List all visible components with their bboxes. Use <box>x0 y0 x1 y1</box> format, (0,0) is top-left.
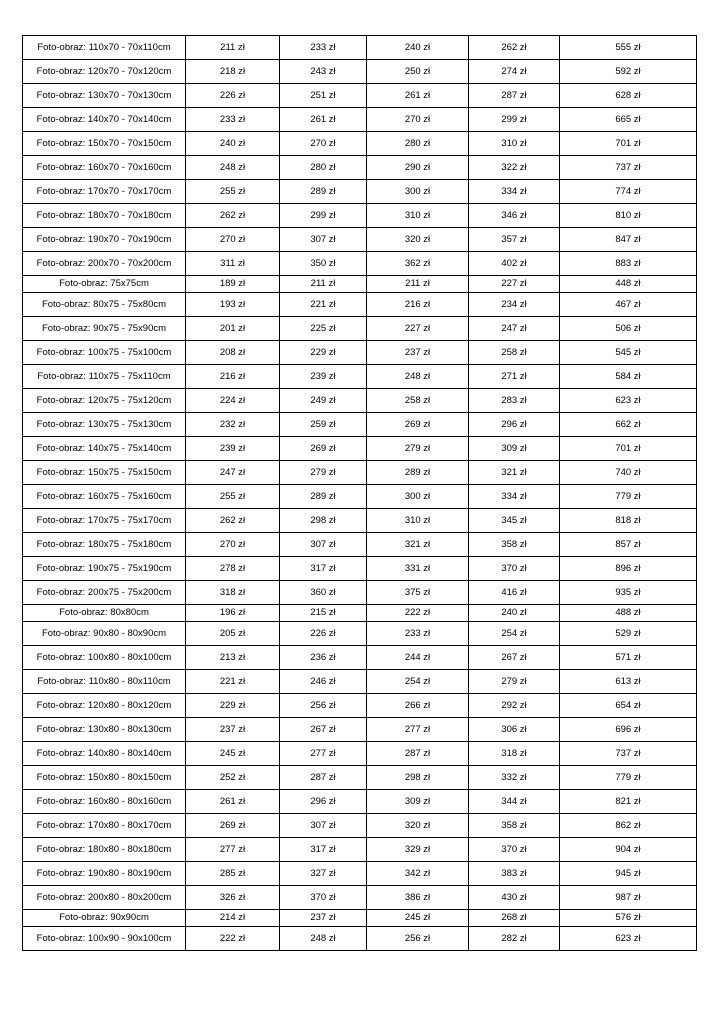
price-cell: 252 zł <box>186 766 280 790</box>
price-cell: 555 zł <box>560 36 697 60</box>
product-label-cell: Foto-obraz: 130x80 - 80x130cm <box>23 718 186 742</box>
price-cell: 271 zł <box>469 365 560 389</box>
table-row <box>23 60 697 84</box>
price-cell: 370 zł <box>469 838 560 862</box>
price-cell: 214 zł <box>186 910 280 927</box>
price-cell: 256 zł <box>280 694 367 718</box>
price-cell: 222 zł <box>367 605 469 622</box>
price-cell: 701 zł <box>560 132 697 156</box>
price-cell: 279 zł <box>280 461 367 485</box>
price-cell: 240 zł <box>186 132 280 156</box>
product-label-cell: Foto-obraz: 110x80 - 80x110cm <box>23 670 186 694</box>
price-cell: 300 zł <box>367 485 469 509</box>
price-cell: 334 zł <box>469 485 560 509</box>
table-row <box>23 910 697 927</box>
price-cell: 370 zł <box>469 557 560 581</box>
price-cell: 696 zł <box>560 718 697 742</box>
price-cell: 290 zł <box>367 156 469 180</box>
price-cell: 310 zł <box>367 509 469 533</box>
price-cell: 267 zł <box>469 646 560 670</box>
product-label-cell: Foto-obraz: 150x80 - 80x150cm <box>23 766 186 790</box>
price-cell: 189 zł <box>186 276 280 293</box>
price-cell: 211 zł <box>186 36 280 60</box>
product-label-cell: Foto-obraz: 170x75 - 75x170cm <box>23 509 186 533</box>
price-cell: 270 zł <box>186 533 280 557</box>
price-cell: 701 zł <box>560 437 697 461</box>
table-row <box>23 790 697 814</box>
price-cell: 945 zł <box>560 862 697 886</box>
table-row <box>23 108 697 132</box>
price-cell: 278 zł <box>186 557 280 581</box>
table-row <box>23 341 697 365</box>
table-row <box>23 317 697 341</box>
price-cell: 821 zł <box>560 790 697 814</box>
price-cell: 346 zł <box>469 204 560 228</box>
product-label-cell: Foto-obraz: 90x90cm <box>23 910 186 927</box>
table-row <box>23 581 697 605</box>
price-cell: 592 zł <box>560 60 697 84</box>
product-label-cell: Foto-obraz: 150x75 - 75x150cm <box>23 461 186 485</box>
price-cell: 270 zł <box>186 228 280 252</box>
table-row <box>23 276 697 293</box>
price-cell: 277 zł <box>367 718 469 742</box>
price-cell: 332 zł <box>469 766 560 790</box>
price-cell: 298 zł <box>280 509 367 533</box>
price-cell: 306 zł <box>469 718 560 742</box>
price-cell: 279 zł <box>469 670 560 694</box>
product-label-cell: Foto-obraz: 120x80 - 80x120cm <box>23 694 186 718</box>
price-cell: 296 zł <box>469 413 560 437</box>
table-row <box>23 605 697 622</box>
price-cell: 416 zł <box>469 581 560 605</box>
price-cell: 280 zł <box>280 156 367 180</box>
table-row <box>23 84 697 108</box>
table-row <box>23 742 697 766</box>
price-cell: 269 zł <box>280 437 367 461</box>
product-label-cell: Foto-obraz: 190x70 - 70x190cm <box>23 228 186 252</box>
price-cell: 239 zł <box>280 365 367 389</box>
table-row <box>23 927 697 951</box>
product-label-cell: Foto-obraz: 110x75 - 75x110cm <box>23 365 186 389</box>
price-cell: 358 zł <box>469 814 560 838</box>
price-cell: 259 zł <box>280 413 367 437</box>
price-cell: 506 zł <box>560 317 697 341</box>
price-cell: 221 zł <box>186 670 280 694</box>
table-row <box>23 180 697 204</box>
price-cell: 662 zł <box>560 413 697 437</box>
price-cell: 317 zł <box>280 557 367 581</box>
price-cell: 317 zł <box>280 838 367 862</box>
table-row <box>23 670 697 694</box>
product-label-cell: Foto-obraz: 100x75 - 75x100cm <box>23 341 186 365</box>
product-label-cell: Foto-obraz: 100x90 - 90x100cm <box>23 927 186 951</box>
price-cell: 285 zł <box>186 862 280 886</box>
price-cell: 234 zł <box>469 293 560 317</box>
table-row <box>23 886 697 910</box>
price-cell: 243 zł <box>280 60 367 84</box>
price-cell: 222 zł <box>186 927 280 951</box>
price-cell: 279 zł <box>367 437 469 461</box>
price-cell: 862 zł <box>560 814 697 838</box>
price-cell: 779 zł <box>560 766 697 790</box>
product-label-cell: Foto-obraz: 110x70 - 70x110cm <box>23 36 186 60</box>
price-cell: 244 zł <box>367 646 469 670</box>
price-cell: 665 zł <box>560 108 697 132</box>
product-label-cell: Foto-obraz: 200x80 - 80x200cm <box>23 886 186 910</box>
product-label-cell: Foto-obraz: 170x80 - 80x170cm <box>23 814 186 838</box>
product-label-cell: Foto-obraz: 130x75 - 75x130cm <box>23 413 186 437</box>
price-cell: 248 zł <box>367 365 469 389</box>
price-cell: 233 zł <box>280 36 367 60</box>
price-cell: 370 zł <box>280 886 367 910</box>
table-row <box>23 485 697 509</box>
price-cell: 258 zł <box>469 341 560 365</box>
price-cell: 269 zł <box>186 814 280 838</box>
table-row <box>23 156 697 180</box>
price-cell: 215 zł <box>280 605 367 622</box>
price-cell: 779 zł <box>560 485 697 509</box>
price-cell: 430 zł <box>469 886 560 910</box>
price-cell: 226 zł <box>280 622 367 646</box>
product-label-cell: Foto-obraz: 170x70 - 70x170cm <box>23 180 186 204</box>
price-cell: 448 zł <box>560 276 697 293</box>
price-cell: 248 zł <box>280 927 367 951</box>
product-label-cell: Foto-obraz: 80x80cm <box>23 605 186 622</box>
price-cell: 402 zł <box>469 252 560 276</box>
price-cell: 267 zł <box>280 718 367 742</box>
price-cell: 282 zł <box>469 927 560 951</box>
price-cell: 360 zł <box>280 581 367 605</box>
price-cell: 318 zł <box>469 742 560 766</box>
table-row <box>23 838 697 862</box>
table-row <box>23 293 697 317</box>
price-cell: 326 zł <box>186 886 280 910</box>
price-cell: 307 zł <box>280 533 367 557</box>
price-cell: 321 zł <box>367 533 469 557</box>
price-cell: 289 zł <box>367 461 469 485</box>
price-cell: 883 zł <box>560 252 697 276</box>
price-cell: 310 zł <box>367 204 469 228</box>
product-label-cell: Foto-obraz: 75x75cm <box>23 276 186 293</box>
table-row <box>23 814 697 838</box>
price-cell: 298 zł <box>367 766 469 790</box>
price-cell: 740 zł <box>560 461 697 485</box>
price-cell: 847 zł <box>560 228 697 252</box>
product-label-cell: Foto-obraz: 100x80 - 80x100cm <box>23 646 186 670</box>
price-cell: 262 zł <box>186 509 280 533</box>
price-cell: 296 zł <box>280 790 367 814</box>
price-cell: 320 zł <box>367 814 469 838</box>
price-cell: 250 zł <box>367 60 469 84</box>
price-cell: 737 zł <box>560 156 697 180</box>
price-cell: 292 zł <box>469 694 560 718</box>
price-cell: 270 zł <box>367 108 469 132</box>
product-label-cell: Foto-obraz: 150x70 - 70x150cm <box>23 132 186 156</box>
price-table <box>22 35 697 951</box>
table-row <box>23 228 697 252</box>
product-label-cell: Foto-obraz: 160x75 - 75x160cm <box>23 485 186 509</box>
price-cell: 227 zł <box>367 317 469 341</box>
price-cell: 196 zł <box>186 605 280 622</box>
price-cell: 262 zł <box>186 204 280 228</box>
price-cell: 229 zł <box>186 694 280 718</box>
product-label-cell: Foto-obraz: 180x80 - 80x180cm <box>23 838 186 862</box>
table-row <box>23 36 697 60</box>
price-cell: 261 zł <box>367 84 469 108</box>
price-cell: 277 zł <box>186 838 280 862</box>
price-cell: 383 zł <box>469 862 560 886</box>
table-row <box>23 509 697 533</box>
price-cell: 237 zł <box>186 718 280 742</box>
price-cell: 322 zł <box>469 156 560 180</box>
price-cell: 270 zł <box>280 132 367 156</box>
price-cell: 255 zł <box>186 485 280 509</box>
table-row <box>23 413 697 437</box>
price-cell: 386 zł <box>367 886 469 910</box>
table-row <box>23 622 697 646</box>
price-cell: 266 zł <box>367 694 469 718</box>
price-cell: 218 zł <box>186 60 280 84</box>
product-label-cell: Foto-obraz: 200x75 - 75x200cm <box>23 581 186 605</box>
price-cell: 896 zł <box>560 557 697 581</box>
table-row <box>23 862 697 886</box>
price-cell: 935 zł <box>560 581 697 605</box>
price-cell: 628 zł <box>560 84 697 108</box>
price-cell: 857 zł <box>560 533 697 557</box>
price-cell: 256 zł <box>367 927 469 951</box>
price-cell: 251 zł <box>280 84 367 108</box>
product-label-cell: Foto-obraz: 190x80 - 80x190cm <box>23 862 186 886</box>
price-cell: 342 zł <box>367 862 469 886</box>
price-cell: 226 zł <box>186 84 280 108</box>
price-cell: 213 zł <box>186 646 280 670</box>
price-cell: 269 zł <box>367 413 469 437</box>
price-cell: 300 zł <box>367 180 469 204</box>
table-row <box>23 132 697 156</box>
product-label-cell: Foto-obraz: 140x80 - 80x140cm <box>23 742 186 766</box>
price-cell: 245 zł <box>186 742 280 766</box>
price-cell: 280 zł <box>367 132 469 156</box>
price-cell: 334 zł <box>469 180 560 204</box>
product-label-cell: Foto-obraz: 130x70 - 70x130cm <box>23 84 186 108</box>
price-cell: 211 zł <box>367 276 469 293</box>
price-cell: 211 zł <box>280 276 367 293</box>
table-row <box>23 557 697 581</box>
price-cell: 987 zł <box>560 886 697 910</box>
price-cell: 262 zł <box>469 36 560 60</box>
price-cell: 268 zł <box>469 910 560 927</box>
price-cell: 283 zł <box>469 389 560 413</box>
table-row <box>23 389 697 413</box>
price-cell: 205 zł <box>186 622 280 646</box>
price-cell: 245 zł <box>367 910 469 927</box>
price-cell: 584 zł <box>560 365 697 389</box>
price-cell: 307 zł <box>280 228 367 252</box>
product-label-cell: Foto-obraz: 160x70 - 70x160cm <box>23 156 186 180</box>
price-cell: 345 zł <box>469 509 560 533</box>
price-cell: 331 zł <box>367 557 469 581</box>
table-row <box>23 252 697 276</box>
product-label-cell: Foto-obraz: 200x70 - 70x200cm <box>23 252 186 276</box>
price-cell: 216 zł <box>367 293 469 317</box>
price-cell: 240 zł <box>469 605 560 622</box>
table-row <box>23 437 697 461</box>
price-cell: 287 zł <box>469 84 560 108</box>
product-label-cell: Foto-obraz: 140x70 - 70x140cm <box>23 108 186 132</box>
price-cell: 362 zł <box>367 252 469 276</box>
price-cell: 233 zł <box>186 108 280 132</box>
price-cell: 277 zł <box>280 742 367 766</box>
product-label-cell: Foto-obraz: 120x70 - 70x120cm <box>23 60 186 84</box>
price-cell: 249 zł <box>280 389 367 413</box>
price-cell: 261 zł <box>186 790 280 814</box>
price-cell: 571 zł <box>560 646 697 670</box>
price-cell: 261 zł <box>280 108 367 132</box>
price-cell: 247 zł <box>469 317 560 341</box>
price-cell: 375 zł <box>367 581 469 605</box>
price-cell: 344 zł <box>469 790 560 814</box>
price-cell: 613 zł <box>560 670 697 694</box>
table-row <box>23 461 697 485</box>
price-cell: 299 zł <box>469 108 560 132</box>
price-cell: 229 zł <box>280 341 367 365</box>
price-cell: 216 zł <box>186 365 280 389</box>
price-cell: 357 zł <box>469 228 560 252</box>
price-cell: 321 zł <box>469 461 560 485</box>
table-row <box>23 646 697 670</box>
price-cell: 307 zł <box>280 814 367 838</box>
price-cell: 232 zł <box>186 413 280 437</box>
price-cell: 318 zł <box>186 581 280 605</box>
table-row <box>23 694 697 718</box>
product-label-cell: Foto-obraz: 180x75 - 75x180cm <box>23 533 186 557</box>
price-cell: 309 zł <box>367 790 469 814</box>
price-cell: 227 zł <box>469 276 560 293</box>
price-cell: 225 zł <box>280 317 367 341</box>
price-cell: 201 zł <box>186 317 280 341</box>
price-cell: 258 zł <box>367 389 469 413</box>
table-row <box>23 533 697 557</box>
product-label-cell: Foto-obraz: 80x75 - 75x80cm <box>23 293 186 317</box>
price-cell: 810 zł <box>560 204 697 228</box>
price-cell: 358 zł <box>469 533 560 557</box>
product-label-cell: Foto-obraz: 140x75 - 75x140cm <box>23 437 186 461</box>
price-table-body <box>23 36 697 951</box>
price-cell: 236 zł <box>280 646 367 670</box>
price-cell: 350 zł <box>280 252 367 276</box>
price-cell: 246 zł <box>280 670 367 694</box>
price-cell: 529 zł <box>560 622 697 646</box>
table-row <box>23 204 697 228</box>
price-cell: 623 zł <box>560 927 697 951</box>
price-cell: 289 zł <box>280 180 367 204</box>
price-cell: 299 zł <box>280 204 367 228</box>
price-cell: 327 zł <box>280 862 367 886</box>
price-cell: 221 zł <box>280 293 367 317</box>
product-label-cell: Foto-obraz: 160x80 - 80x160cm <box>23 790 186 814</box>
product-label-cell: Foto-obraz: 90x80 - 80x90cm <box>23 622 186 646</box>
price-cell: 287 zł <box>280 766 367 790</box>
price-cell: 309 zł <box>469 437 560 461</box>
price-cell: 904 zł <box>560 838 697 862</box>
price-cell: 287 zł <box>367 742 469 766</box>
price-cell: 237 zł <box>280 910 367 927</box>
price-cell: 247 zł <box>186 461 280 485</box>
price-cell: 237 zł <box>367 341 469 365</box>
table-row <box>23 718 697 742</box>
price-cell: 311 zł <box>186 252 280 276</box>
price-cell: 240 zł <box>367 36 469 60</box>
table-row <box>23 766 697 790</box>
price-cell: 233 zł <box>367 622 469 646</box>
product-label-cell: Foto-obraz: 180x70 - 70x180cm <box>23 204 186 228</box>
product-label-cell: Foto-obraz: 90x75 - 75x90cm <box>23 317 186 341</box>
price-cell: 488 zł <box>560 605 697 622</box>
price-cell: 255 zł <box>186 180 280 204</box>
price-cell: 208 zł <box>186 341 280 365</box>
price-cell: 654 zł <box>560 694 697 718</box>
price-cell: 774 zł <box>560 180 697 204</box>
price-cell: 623 zł <box>560 389 697 413</box>
price-cell: 248 zł <box>186 156 280 180</box>
price-cell: 254 zł <box>469 622 560 646</box>
price-cell: 737 zł <box>560 742 697 766</box>
price-cell: 254 zł <box>367 670 469 694</box>
product-label-cell: Foto-obraz: 120x75 - 75x120cm <box>23 389 186 413</box>
price-cell: 193 zł <box>186 293 280 317</box>
price-cell: 320 zł <box>367 228 469 252</box>
table-row <box>23 365 697 389</box>
product-label-cell: Foto-obraz: 190x75 - 75x190cm <box>23 557 186 581</box>
price-cell: 576 zł <box>560 910 697 927</box>
price-cell: 310 zł <box>469 132 560 156</box>
price-cell: 818 zł <box>560 509 697 533</box>
price-cell: 329 zł <box>367 838 469 862</box>
price-cell: 467 zł <box>560 293 697 317</box>
price-cell: 224 zł <box>186 389 280 413</box>
price-cell: 274 zł <box>469 60 560 84</box>
price-cell: 239 zł <box>186 437 280 461</box>
price-cell: 289 zł <box>280 485 367 509</box>
price-cell: 545 zł <box>560 341 697 365</box>
